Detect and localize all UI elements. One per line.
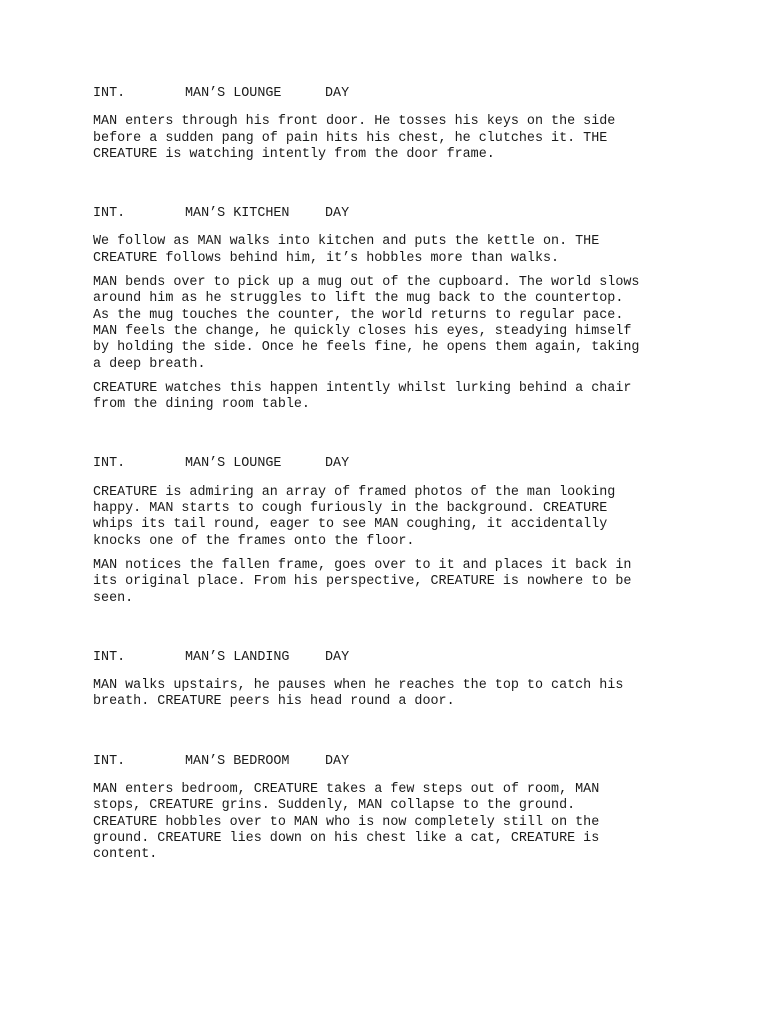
- action-paragraph: We follow as MAN walks into kitchen and puts the kettle on. THE CREATURE follows behind him, it’s hobbles more than walks.: [93, 234, 600, 266]
- scene: [93, 456, 683, 606]
- scene-heading-int: INT.: [93, 456, 126, 472]
- action-paragraph: MAN bends over to pick up a mug out of the cupboard. The world slows around him as he struggles to lift the mug back to the countertop. As the mug touches the counter, the world returns to regular pace. MAN feels the change, he quickly closes his eyes, steadying himself by holding the side. Once he feels fine, he opens them again, taking a deep breath.: [93, 275, 640, 372]
- scene-heading-location: MAN’S LOUNGE: [185, 86, 282, 101]
- scene-heading-time: DAY: [325, 86, 350, 101]
- action-paragraph: CREATURE watches this happen intently whilst lurking behind a chair from the dining room table.: [93, 380, 632, 413]
- scene-heading-time: DAY: [325, 456, 350, 472]
- scene: [93, 206, 683, 413]
- scene: [93, 650, 683, 711]
- scene-heading: [93, 456, 683, 472]
- scene-heading-int: INT.: [93, 86, 126, 101]
- scene-heading: [93, 86, 683, 102]
- action-paragraph: MAN notices the fallen frame, goes over to it and places it back in its original place. From his perspective, CREATURE is nowhere to be seen.: [93, 557, 632, 606]
- scene-heading-time: DAY: [325, 753, 350, 769]
- action-paragraph: MAN enters through his front door. He tosses his keys on the side before a sudden pang of pain hits his chest, he clutches it. THE CREATURE is watching intently from the door frame.: [93, 114, 616, 162]
- scene-heading-int: INT.: [93, 206, 126, 222]
- scene: [93, 754, 683, 864]
- scene-heading-location: MAN’S LANDING: [185, 649, 290, 665]
- screenplay-page: [93, 86, 683, 907]
- action-paragraph: CREATURE is admiring an array of framed photos of the man looking happy. MAN starts to cough furiously in the background. CREATURE whips its tail round, eager to see MAN coughing, it accidentally knocks one of the frames onto the floor.: [93, 484, 616, 549]
- action-paragraph: MAN walks upstairs, he pauses when he reaches the top to catch his breath. CREATURE peers his head round a door.: [93, 678, 624, 710]
- action-paragraph: MAN enters bedroom, CREATURE takes a few steps out of room, MAN stops, CREATURE grins. Suddenly, MAN collapse to the ground. CREATURE hobbles over to MAN who is now completely still on the ground. CREATURE lies down on his chest like a cat, CREATURE is content.: [93, 782, 600, 863]
- scene-heading: [93, 650, 683, 666]
- scene-heading-int: INT.: [93, 649, 126, 665]
- scene-heading-location: MAN’S BEDROOM: [185, 753, 290, 769]
- scene-heading-location: MAN’S LOUNGE: [185, 456, 282, 472]
- scene-heading-location: MAN’S KITCHEN: [185, 206, 290, 222]
- scene-heading-time: DAY: [325, 649, 350, 665]
- scene-heading-int: INT.: [93, 753, 126, 769]
- scene-heading-time: DAY: [325, 206, 350, 222]
- scene-heading: [93, 754, 683, 770]
- scene: [93, 86, 683, 163]
- scene-heading: [93, 206, 683, 222]
